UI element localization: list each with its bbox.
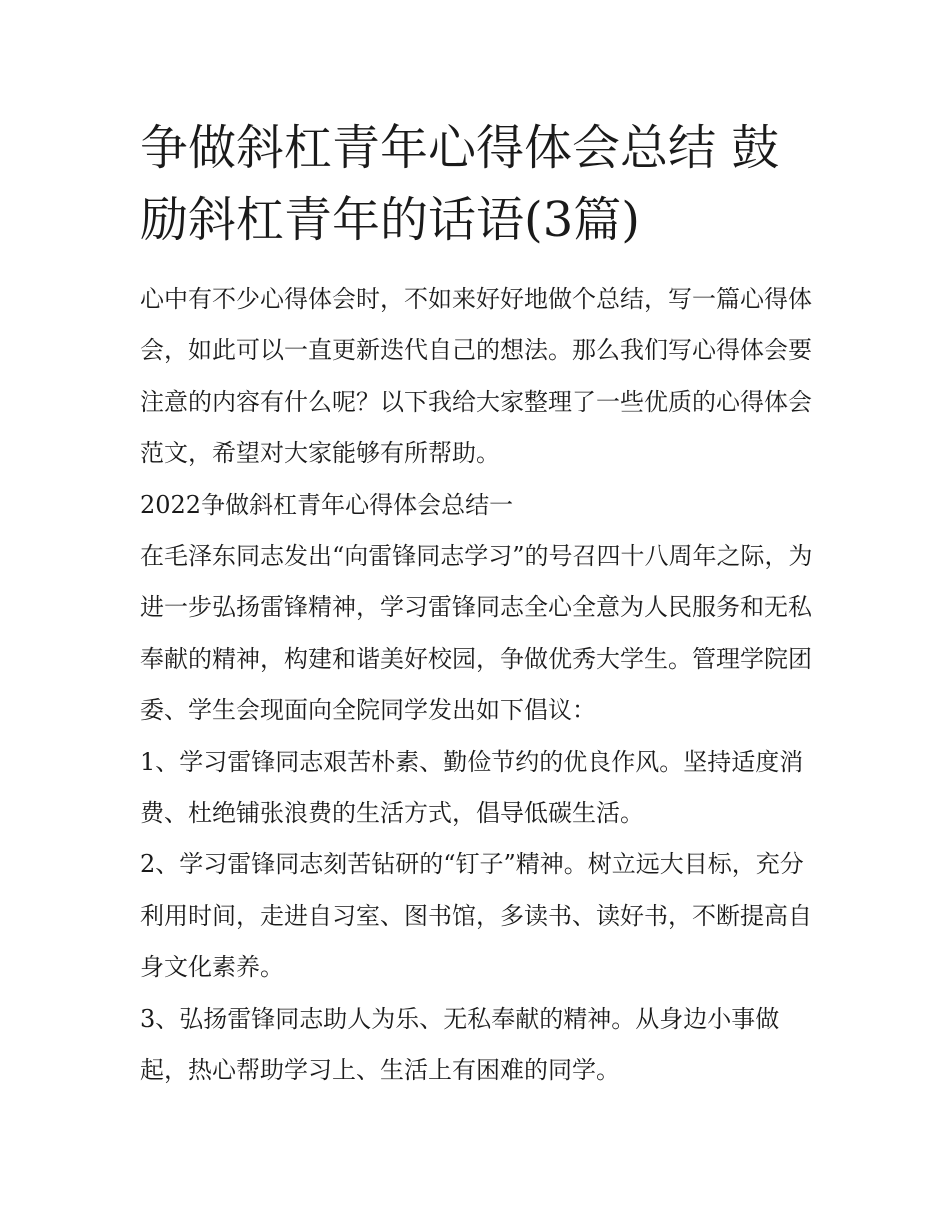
body-paragraph: 在毛泽东同志发出“向雷锋同志学习”的号召四十八周年之际，为进一步弘扬雷锋精神，学习雷锋同志全心全意为人民服务和无私奉献的精神，构建和谐美好校园，争做优秀大学生。管理学院团委、学生会现面向全院同学发出如下倡议：: [140, 542, 813, 725]
document-page: [140, 112, 820, 1097]
list-item-1: 1、学习雷锋同志艰苦朴素、勤俭节约的优良作风。坚持适度消费、杜绝铺张浪费的生活方式，倡导低碳生活。: [140, 747, 804, 828]
intro-paragraph: 心中有不少心得体会时，不如来好好地做个总结，写一篇心得体会，如此可以一直更新迭代自己的想法。那么我们写心得体会要注意的内容有什么呢？以下我给大家整理了一些优质的心得体会范文，希望对大家能够有所帮助。: [140, 285, 812, 468]
document-title: 争做斜杠青年心得体会总结 鼓励斜杠青年的话语(3篇): [140, 120, 780, 248]
list-item-3: 3、弘扬雷锋同志助人为乐、无私奉献的精神。从身边小事做起，热心帮助学习上、生活上有困难的同学。: [140, 1004, 780, 1085]
list-item-2: 2、学习雷锋同志刻苦钻研的“钉子”精神。树立远大目标，充分利用时间，走进自习室、图书馆，多读书、读好书，不断提高自身文化素养。: [140, 850, 812, 982]
section-heading: 2022争做斜杠青年心得体会总结一: [140, 490, 514, 519]
